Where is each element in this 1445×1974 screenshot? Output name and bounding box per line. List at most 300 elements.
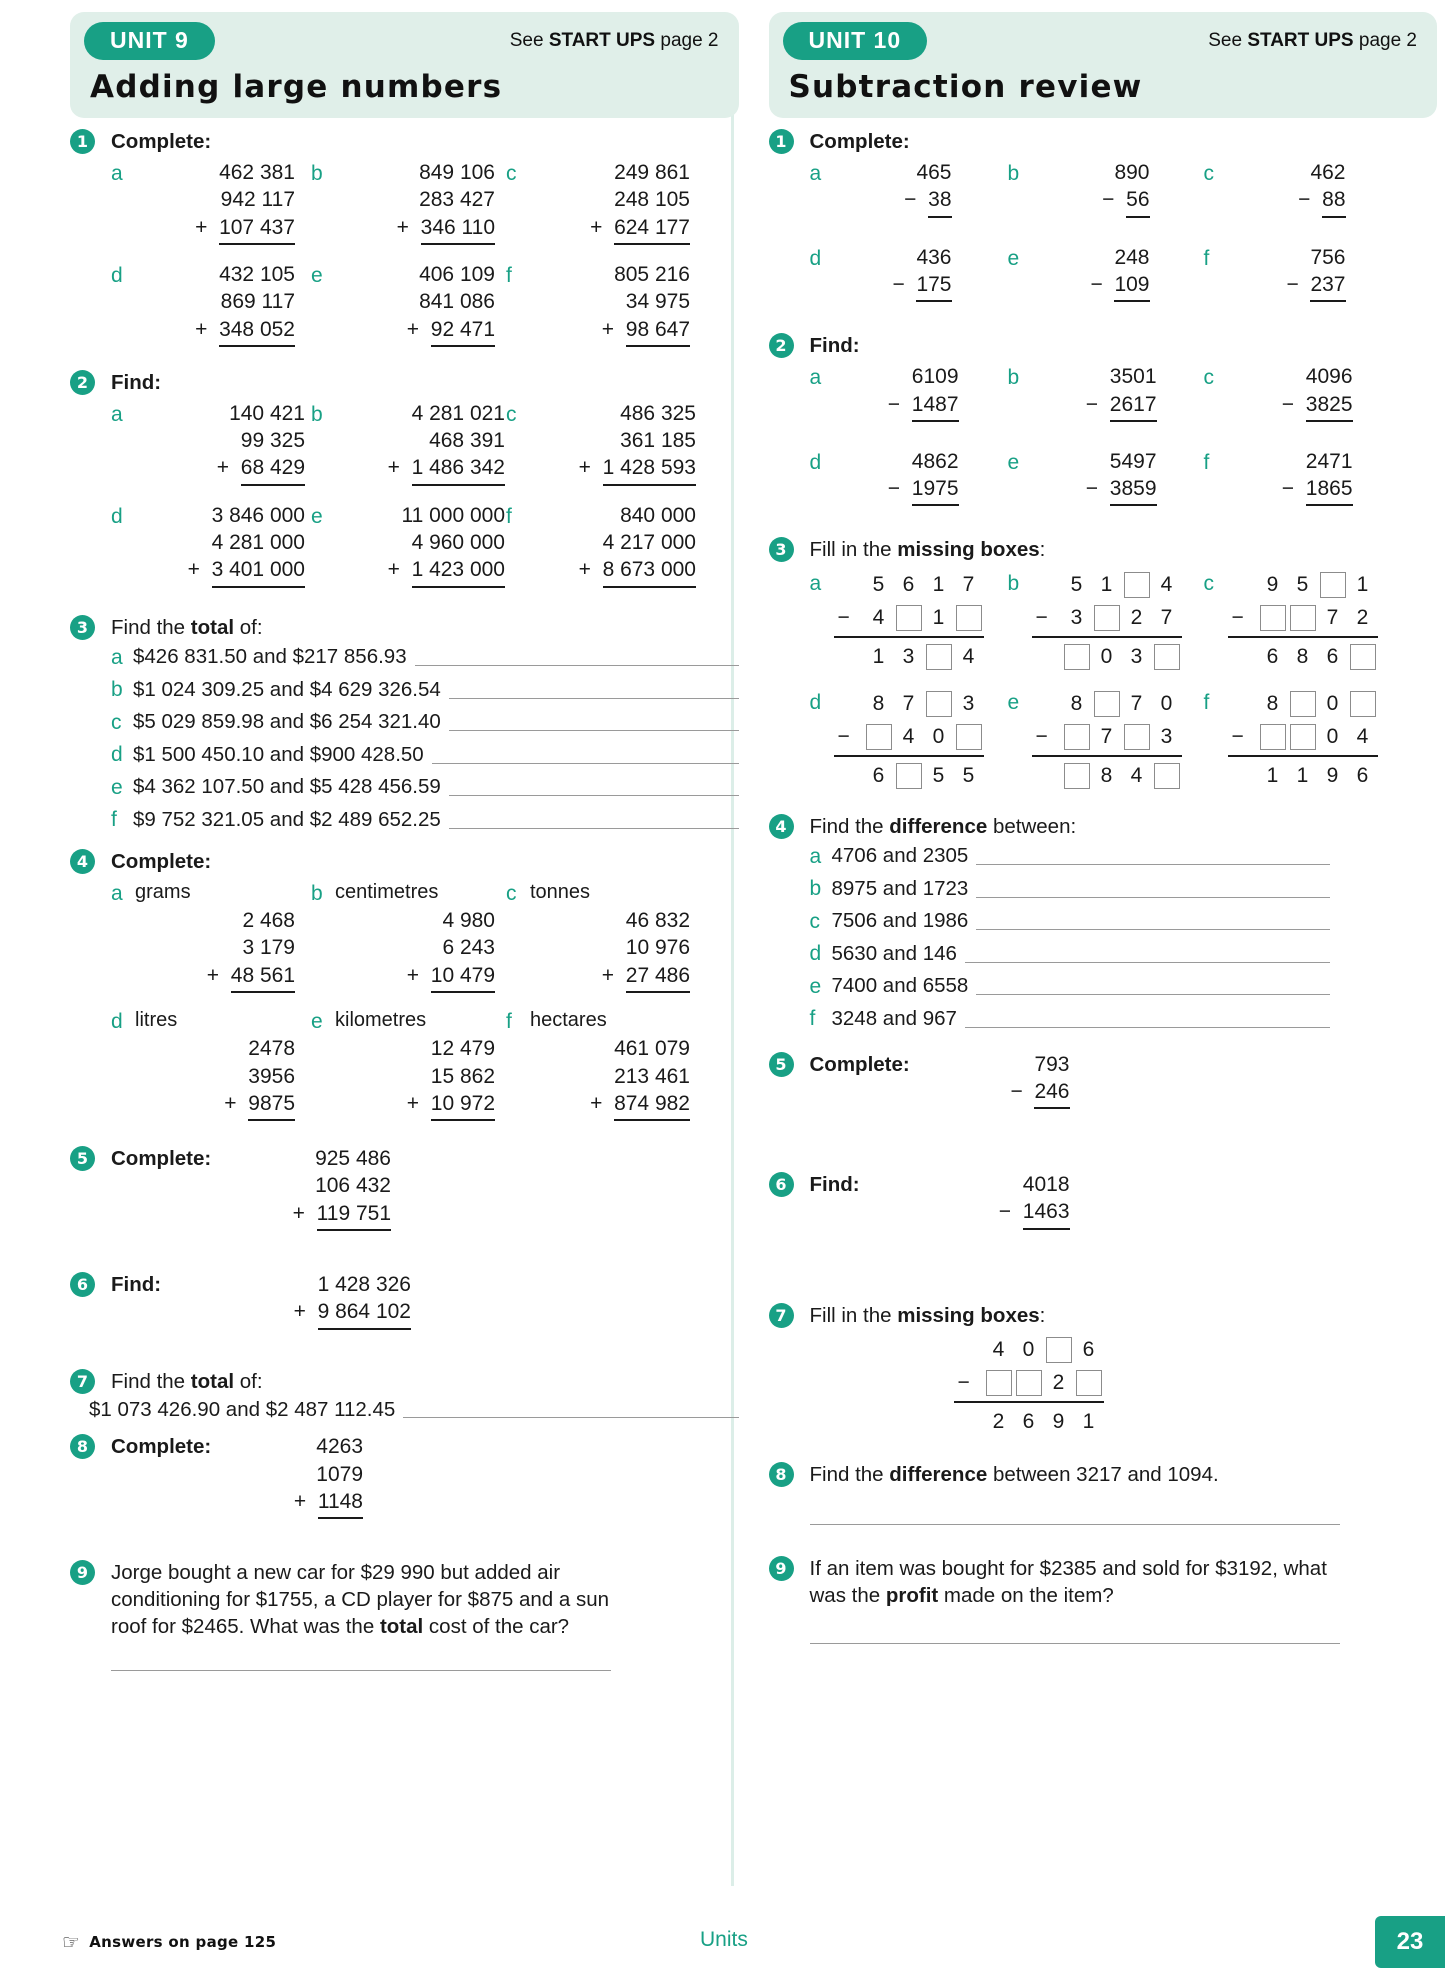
- missing-box[interactable]: [926, 644, 952, 670]
- digit-cell: 4: [1160, 573, 1173, 597]
- addend-2: 4 960 000: [411, 531, 505, 555]
- digit-cell: 4: [902, 725, 915, 749]
- text-part-2: made on the item?: [938, 1583, 1114, 1607]
- two-column-layout: [0, 12, 1445, 1892]
- digit-cell: 6: [1022, 1410, 1035, 1434]
- question-number: 6: [769, 1172, 794, 1197]
- subtrahend-row: [950, 1198, 1070, 1229]
- addend-2: 3 179: [242, 936, 295, 960]
- missing-box[interactable]: [1016, 1370, 1042, 1396]
- operator: +: [406, 963, 420, 987]
- operator: +: [224, 1091, 237, 1115]
- subtrahend: 1463: [1023, 1198, 1070, 1229]
- missing-box[interactable]: [1064, 644, 1090, 670]
- list-item[interactable]: [810, 905, 1330, 938]
- subtrahend: 1487: [912, 391, 959, 422]
- missing-boxes-grid: [810, 569, 1438, 793]
- see-bold: START UPS: [548, 30, 656, 51]
- addend-1: 46 832: [625, 909, 690, 933]
- question-1-left: [70, 128, 739, 347]
- addend-2: 1079: [316, 1462, 363, 1486]
- question-number: 4: [769, 814, 794, 839]
- addend-row: [530, 261, 690, 288]
- answers-note: [62, 1932, 276, 1952]
- op-blank: [197, 186, 221, 213]
- minuend: 436: [916, 245, 952, 269]
- op-blank: [218, 907, 242, 934]
- answer-rule[interactable]: [111, 1670, 611, 1671]
- sum-item-b: [311, 159, 506, 245]
- subtrahend-row: [950, 1078, 1070, 1109]
- addend-row: [530, 316, 690, 347]
- item-letter: c: [506, 881, 517, 905]
- digit-cell: 7: [962, 573, 975, 597]
- op-blank: [395, 261, 419, 288]
- answer-rule[interactable]: [432, 763, 739, 764]
- digit-cell: 0: [1326, 692, 1339, 716]
- minuend-row: [1228, 569, 1378, 602]
- addend-1: 2 468: [242, 909, 295, 933]
- question-number: 6: [70, 1272, 95, 1297]
- column-sum: [834, 244, 952, 303]
- operator: +: [590, 1091, 603, 1115]
- subtrahend: 246: [1034, 1078, 1069, 1109]
- digit-cell: 5: [872, 573, 885, 597]
- addend-3: 1148: [318, 1488, 363, 1519]
- text-part-1: Find the: [809, 1462, 890, 1486]
- item-letter: c: [506, 402, 517, 426]
- list-item[interactable]: [111, 641, 739, 674]
- column-sum: [135, 159, 295, 245]
- item-letter: a: [809, 366, 822, 390]
- minuend: 465: [916, 161, 952, 185]
- item-text: $1 500 450.10 and $900 428.50: [133, 742, 424, 766]
- answer-rule[interactable]: [449, 730, 739, 731]
- question-number: 9: [70, 1560, 95, 1585]
- column-sum: [335, 261, 495, 347]
- unit-name: grams: [135, 880, 191, 903]
- column-sum: [335, 1035, 495, 1121]
- list-item[interactable]: [111, 706, 739, 739]
- subtrahend-row: [1032, 721, 1182, 754]
- addend-row: [335, 556, 505, 587]
- addend-2: 942 117: [220, 188, 295, 212]
- column-sum: [135, 502, 305, 588]
- digit-cell: 9: [1052, 1410, 1065, 1434]
- digit-cell: 4: [872, 606, 885, 630]
- answer-rule[interactable]: [810, 1524, 1340, 1525]
- addend-1: 1 428 326: [317, 1273, 411, 1297]
- list-item[interactable]: [810, 970, 1330, 1003]
- question-prompt: [810, 536, 1438, 563]
- list-item[interactable]: [810, 840, 1330, 873]
- item-letter: d: [111, 743, 123, 767]
- missing-box[interactable]: [1124, 724, 1150, 750]
- addend-3: 119 751: [317, 1200, 391, 1231]
- item-text: 7506 and 1986: [831, 909, 969, 933]
- op-blank: [1286, 244, 1310, 271]
- minuend-row: [1032, 159, 1150, 186]
- missing-box[interactable]: [896, 763, 922, 789]
- op-blank: [292, 1433, 316, 1460]
- sum-grid-row-2: [111, 1007, 739, 1121]
- question-body: [810, 1302, 1438, 1439]
- missing-box[interactable]: [1064, 763, 1090, 789]
- minuend-row: [1032, 569, 1182, 602]
- question-number: 5: [70, 1146, 95, 1171]
- addend-3: 27 486: [626, 962, 690, 993]
- addend-1: 432 105: [219, 262, 295, 286]
- addend-3: 3 401 000: [212, 556, 305, 587]
- sum-item-c: [1204, 159, 1384, 218]
- digit-cell: 7: [1326, 606, 1339, 630]
- op-blank: [602, 907, 626, 934]
- list-item[interactable]: [810, 872, 1330, 905]
- addend-2: 34 975: [625, 290, 690, 314]
- addend-row: [530, 962, 690, 993]
- question-number: 1: [70, 129, 95, 154]
- item-letter: c: [1203, 366, 1214, 390]
- unit-header: [311, 1007, 506, 1035]
- question-body: [810, 332, 1438, 506]
- question-1-right: [769, 128, 1438, 302]
- digit-cell: 5: [1070, 573, 1083, 597]
- answer-rule[interactable]: [976, 994, 1329, 995]
- list-item[interactable]: [810, 937, 1330, 970]
- question-body: [810, 813, 1438, 1035]
- question-prompt: Complete:: [111, 130, 212, 153]
- question-body: [111, 1559, 739, 1671]
- subtrahend: 109: [1114, 271, 1149, 302]
- column-sum: [530, 159, 690, 245]
- op-blank: [418, 934, 442, 961]
- operator: −: [1281, 477, 1295, 501]
- missing-box[interactable]: [1064, 724, 1090, 750]
- addend-row: [530, 1063, 690, 1090]
- question-body: [111, 128, 739, 347]
- question-number: 8: [70, 1434, 95, 1459]
- item-letter: c: [506, 162, 517, 186]
- missing-box[interactable]: [1154, 763, 1180, 789]
- answer-rule[interactable]: [415, 665, 739, 666]
- addend-3: 1 423 000: [412, 556, 505, 587]
- op-blank: [377, 502, 401, 529]
- item-letter: c: [1203, 571, 1214, 595]
- missing-box[interactable]: [866, 724, 892, 750]
- item-letter: a: [111, 162, 123, 186]
- question-number: 3: [769, 537, 794, 562]
- addend-row: [335, 214, 495, 245]
- op-blank: [596, 427, 620, 454]
- addend-2: 10 976: [625, 936, 690, 960]
- question-prompt: Find:: [111, 1273, 162, 1297]
- digit-cell: 2: [1052, 1371, 1065, 1395]
- minuend: 793: [1034, 1052, 1070, 1076]
- op-blank: [388, 400, 412, 427]
- missing-box[interactable]: [1290, 724, 1316, 750]
- question-7-left: [70, 1368, 739, 1426]
- unit-9-column: [62, 12, 747, 1892]
- box-column-sum: [834, 569, 984, 674]
- text-bold: profit: [885, 1583, 939, 1607]
- operator: +: [187, 558, 200, 582]
- missing-box[interactable]: [986, 1370, 1012, 1396]
- question-body: [810, 1051, 1438, 1110]
- subtrahend-row: [834, 271, 952, 302]
- unit-header: [506, 1007, 696, 1035]
- item-text: $5 029 859.98 and $6 254 321.40: [133, 710, 441, 734]
- answer-rule[interactable]: [449, 698, 739, 699]
- question-text: [810, 1461, 1438, 1488]
- list-item[interactable]: [111, 771, 739, 804]
- answer-rule[interactable]: [403, 1417, 738, 1418]
- column-sum: [834, 159, 952, 218]
- sum-item-b: [1008, 363, 1204, 422]
- op-blank: [602, 288, 626, 315]
- sum-item-e: [1008, 448, 1204, 507]
- minuend-row: [834, 569, 984, 602]
- prompt-bold: missing boxes: [897, 538, 1040, 562]
- question-8-right: [769, 1461, 1438, 1525]
- answer-row: [1228, 760, 1378, 793]
- digit-cell: 1: [932, 573, 945, 597]
- answer-rule[interactable]: [810, 1643, 1340, 1644]
- page-number-badge: 23: [1375, 1916, 1445, 1968]
- addend-2: 361 185: [620, 429, 696, 453]
- minuend: 756: [1310, 245, 1346, 269]
- operator: +: [206, 963, 220, 987]
- addend-row: [135, 1035, 295, 1062]
- minuend-row: [1228, 244, 1346, 271]
- addend-3: 624 177: [614, 214, 690, 245]
- item-letter: f: [506, 263, 512, 287]
- digit-cell: 8: [1100, 764, 1113, 788]
- box-column-sum: [1032, 569, 1182, 674]
- minuend: 890: [1114, 161, 1150, 185]
- missing-box[interactable]: [1320, 572, 1346, 598]
- item-letter: f: [506, 1009, 512, 1033]
- addend-row: [335, 186, 495, 213]
- box-column-sum: [1032, 688, 1182, 793]
- item-letter: f: [1203, 690, 1210, 714]
- addend-1: 2478: [248, 1037, 295, 1061]
- operator: +: [601, 963, 615, 987]
- missing-box[interactable]: [1350, 691, 1376, 717]
- question-7-right: [769, 1302, 1438, 1439]
- op-blank: [195, 159, 219, 186]
- addend-1: 486 325: [620, 401, 696, 425]
- text-bold: total: [379, 1615, 424, 1639]
- addend-row: [335, 427, 505, 454]
- addend-1: 140 421: [229, 401, 305, 425]
- operator: −: [957, 1371, 970, 1395]
- list-item[interactable]: [89, 1395, 739, 1426]
- addend-row: [530, 214, 690, 245]
- question-body: [111, 614, 739, 836]
- missing-box[interactable]: [1290, 691, 1316, 717]
- digit-cell: 8: [1296, 645, 1309, 669]
- prompt-bold: missing boxes: [897, 1303, 1040, 1327]
- missing-boxes-single: [930, 1334, 1438, 1439]
- answer-rule[interactable]: [449, 795, 739, 796]
- addend-row: [135, 529, 305, 556]
- addend-2: 869 117: [220, 290, 295, 314]
- text-part-2: cost of the car?: [423, 1615, 570, 1639]
- op-blank: [407, 1063, 431, 1090]
- question-number: 8: [769, 1462, 794, 1487]
- addend-row: [335, 934, 495, 961]
- answer-rule[interactable]: [449, 828, 739, 829]
- missing-box[interactable]: [956, 605, 982, 631]
- see-prefix: See: [509, 30, 549, 51]
- operator: −: [1102, 188, 1115, 212]
- sum-item-c: [1204, 363, 1384, 422]
- operator: +: [293, 1490, 307, 1513]
- addend-3: 348 052: [219, 316, 295, 347]
- question-3-right: [769, 536, 1438, 792]
- answer-rule[interactable]: [976, 897, 1329, 898]
- digit-cell: 7: [1100, 725, 1113, 749]
- digit-cell: 6: [1266, 645, 1279, 669]
- missing-box[interactable]: [1290, 605, 1316, 631]
- prompt-part-1: Find the: [111, 1369, 191, 1393]
- sum-item-a: [111, 879, 311, 993]
- addend-1: 805 216: [614, 262, 690, 286]
- missing-box[interactable]: [1154, 644, 1180, 670]
- sum-item-f: [1204, 448, 1384, 507]
- addend-3: 107 437: [219, 214, 295, 245]
- missing-box[interactable]: [1046, 1337, 1072, 1363]
- question-prompt: Complete:: [111, 1435, 212, 1459]
- operator: −: [837, 606, 850, 630]
- item-letter: e: [111, 775, 123, 799]
- answer-rule[interactable]: [965, 1027, 1330, 1028]
- item-text: 4706 and 2305: [831, 844, 969, 868]
- sum-item-c: [506, 400, 696, 486]
- addend-row: [135, 400, 305, 427]
- unit-10-banner: [769, 12, 1438, 118]
- subtrahend-row: [1228, 391, 1353, 422]
- subtrahend: 175: [916, 271, 951, 302]
- column-sum: [1032, 448, 1157, 507]
- addend-row: [335, 502, 505, 529]
- sum-rule: [1228, 755, 1378, 757]
- operator: −: [998, 1200, 1012, 1224]
- addend-row: [135, 159, 295, 186]
- operator: −: [887, 392, 901, 416]
- question-prompt: [810, 1302, 1438, 1329]
- op-blank: [205, 400, 229, 427]
- missing-box-item: [1204, 569, 1384, 674]
- op-blank: [579, 529, 603, 556]
- prompt-part-1: Find the: [809, 814, 890, 838]
- missing-box[interactable]: [956, 724, 982, 750]
- sum-grid-row-1: [111, 159, 739, 245]
- operator: +: [578, 456, 591, 480]
- answer-rule[interactable]: [965, 962, 1330, 963]
- missing-box[interactable]: [1094, 605, 1120, 631]
- answer-rule[interactable]: [976, 864, 1329, 865]
- missing-box[interactable]: [1076, 1370, 1102, 1396]
- missing-box[interactable]: [926, 691, 952, 717]
- subtrahend: 237: [1310, 271, 1345, 302]
- addend-row: [530, 159, 690, 186]
- addend-row: [530, 907, 690, 934]
- op-blank: [1090, 244, 1114, 271]
- list-item[interactable]: [111, 673, 739, 706]
- answer-rule[interactable]: [976, 929, 1329, 930]
- op-blank: [888, 448, 912, 475]
- question-body: [111, 1145, 739, 1231]
- unit-header: [111, 1007, 311, 1035]
- list-item[interactable]: [111, 738, 739, 771]
- missing-box[interactable]: [1350, 644, 1376, 670]
- addend-row: [335, 1090, 495, 1121]
- missing-box[interactable]: [1260, 724, 1286, 750]
- missing-box[interactable]: [896, 605, 922, 631]
- sum-item-b: [1008, 159, 1204, 218]
- subtrahend-row: [834, 602, 984, 635]
- missing-box[interactable]: [1260, 605, 1286, 631]
- unit-10-banner-top: [783, 22, 1424, 60]
- sum-item-a: [111, 400, 311, 486]
- subtrahend: 56: [1126, 186, 1149, 217]
- column-sum: [135, 1035, 295, 1121]
- addend-row: [231, 1433, 363, 1460]
- question-2-left: [70, 369, 739, 588]
- sum-item-a: [111, 159, 311, 245]
- op-blank: [395, 186, 419, 213]
- missing-box[interactable]: [1124, 572, 1150, 598]
- op-blank: [1086, 448, 1110, 475]
- unit-header: [311, 879, 506, 907]
- list-item[interactable]: [810, 1002, 1330, 1035]
- question-body: [810, 1461, 1438, 1525]
- op-blank: [224, 1063, 248, 1090]
- digit-cell: 6: [902, 573, 915, 597]
- item-letter: b: [809, 877, 822, 901]
- addend-1: 249 861: [614, 161, 690, 185]
- op-blank: [888, 363, 912, 390]
- addend-row: [335, 1063, 495, 1090]
- units-label: Units: [700, 1928, 748, 1951]
- question-number: 2: [769, 333, 794, 358]
- op-blank: [1282, 363, 1306, 390]
- addend-row: [135, 427, 305, 454]
- question-prompt: [111, 1368, 739, 1395]
- item-letter: e: [1007, 450, 1020, 474]
- addend-2: 4 281 000: [211, 531, 305, 555]
- op-blank: [418, 907, 442, 934]
- question-5-left: [70, 1145, 739, 1231]
- addend-row: [335, 529, 505, 556]
- digit-cell: 5: [932, 764, 945, 788]
- operator: −: [837, 725, 850, 749]
- item-letter: f: [1203, 450, 1210, 474]
- subtrahend: 1975: [912, 475, 959, 506]
- addend-row: [530, 288, 690, 315]
- list-item[interactable]: [111, 803, 739, 836]
- missing-box[interactable]: [1094, 691, 1120, 717]
- subtrahend-row: [834, 721, 984, 754]
- addend-row: [135, 288, 295, 315]
- item-letter: a: [111, 402, 123, 426]
- sum-rule: [834, 636, 984, 638]
- item-letter: f: [111, 808, 117, 832]
- addend-row: [135, 1063, 295, 1090]
- item-letter: f: [506, 504, 512, 528]
- sum-rule: [1032, 755, 1182, 757]
